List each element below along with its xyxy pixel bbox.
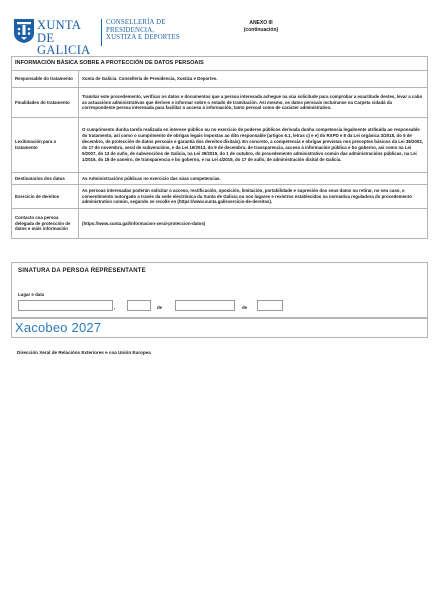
row-label: Responsable do tratamento xyxy=(12,71,79,88)
row-label: Destinatarios dos datos xyxy=(12,173,79,185)
conselleria-line2: PRESIDENCIA, xyxy=(106,26,155,34)
month-field[interactable] xyxy=(175,300,235,311)
row-value: Tramitar este procedemento, verificar os datos e documentos que a persoa interesada achegue na súa solicitude para comprobar a exactitude destes, levar a cabo as actuacións administrativas que deriven e informar sobre o estado de tramitación. Así mesmo, os datos persoais incluíranse na Carpeta cidadá da correspondente persoa interesada para facilitar o acceso á información, tanto persoal como de carácter administrativo. xyxy=(79,88,428,118)
anexo-heading xyxy=(231,20,291,34)
xunta-logo-text xyxy=(37,19,98,57)
table-row xyxy=(12,88,428,118)
xunta-logo xyxy=(13,18,98,57)
row-label: Lexitimación para o tratamento xyxy=(12,118,79,173)
table-title: INFORMACIÓN BÁSICA SOBRE A PROTECCIÓN DE DATOS PERSOAIS xyxy=(12,57,428,71)
table-row xyxy=(12,173,428,185)
row-label: Exercicio de dereitos xyxy=(12,185,79,209)
table-title-row xyxy=(12,57,428,71)
comma-separator: , xyxy=(114,305,116,310)
xunta-logo-line2: DE GALICIA xyxy=(37,30,91,57)
continuation-label: (continuación) xyxy=(243,27,279,33)
row-value: Xunta de Galicia. Consellería de Presidencia, Xustiza e Deportes. xyxy=(79,71,428,88)
year-field[interactable] xyxy=(257,300,283,311)
place-date-label: Lugar e data xyxy=(18,292,45,297)
conselleria-line3: XUSTIZA E DEPORTES xyxy=(106,34,180,42)
de-separator-2: de xyxy=(242,305,248,310)
row-value: O cumprimento dunha tarefa realizada en interese público ou no exercicio de poderes públicos derivada dunha competencia legalmente atribuída ao responsable do tratamento, así como o cumprimento de obrigas legais impostas ao dito responsable (artigos 6.1, letras c) e e) do RXPD e 8 da Lei orgánica 3/2018, do 5 de decembro, de protección de datos persoais e garantía dos dereitos dixitais). En concreto, a competencia e obrigas previstas nos preceptos básicos da Lei 38/2003, do 17 de novembro, xeral de subvencións, e da Lei 19/2013, do 9 de decembro, de transparencia, acceso á información pública e bo goberno, así como na Lei 9/2007, do 13 de xuño, de subvencións de Galicia, na Lei 39/2015, do 1 de outubro, do procedemento administrativo común das administracións públicas, na Lei 1/2016, do 18 de xaneiro, de transparencia e bo goberno, e na Lei 4/2019, do 17 de xullo, de administración dixital de Galicia. xyxy=(79,118,428,173)
logo-divider xyxy=(101,19,102,46)
signature-title: SINATURA DA PERSOA REPRESENTANTE xyxy=(18,268,146,274)
row-label: Finalidades do tratamento xyxy=(12,88,79,118)
xunta-logo-line1: XUNTA xyxy=(37,18,82,32)
day-field[interactable] xyxy=(127,300,151,311)
row-value: As Administracións públicas no exercicio das súas competencias. xyxy=(79,173,428,185)
xacobeo-banner xyxy=(11,318,428,338)
table-row xyxy=(12,185,428,209)
xacobeo-logo xyxy=(15,320,101,335)
table-row xyxy=(12,118,428,173)
footer-text: Dirección Xeral de Relacións Exteriores e coa Unión Europea xyxy=(17,350,151,355)
row-value: As persoas interesadas poderán solicitar o acceso, rectificación, oposición, limitación, portabilidade e supresión dos seus datos ou retirar, no seu caso, o consentimento outorgado a través da sede electrónica da Xunta de Galicia ou nos lugares e rexistros establecidos na normativa reguladora do procedemento administrativo común, segundo se recolle en (https://www.xunta.gal/exercicio-de-dereitos). xyxy=(79,185,428,209)
xacobeo-year: 2027 xyxy=(71,320,102,335)
conselleria-line1: CONSELLERÍA DE xyxy=(106,19,166,26)
row-label: Contacto coa persoa delegada de protección de datos e máis información xyxy=(12,209,79,239)
anexo-label: ANEXO III xyxy=(249,20,273,26)
data-protection-table xyxy=(11,56,428,239)
place-field[interactable] xyxy=(18,300,116,311)
conselleria-name xyxy=(106,19,180,42)
table-row xyxy=(12,209,428,239)
xacobeo-name: Xacobeo xyxy=(15,320,68,335)
table-row xyxy=(12,71,428,88)
de-separator-1: de xyxy=(157,305,163,310)
row-value: (https://www.xunta.gal/informacion-xeral-proteccion-datos) xyxy=(79,209,428,239)
galicia-crest-icon xyxy=(13,18,35,44)
document-header xyxy=(13,18,426,57)
signature-section xyxy=(11,262,428,318)
